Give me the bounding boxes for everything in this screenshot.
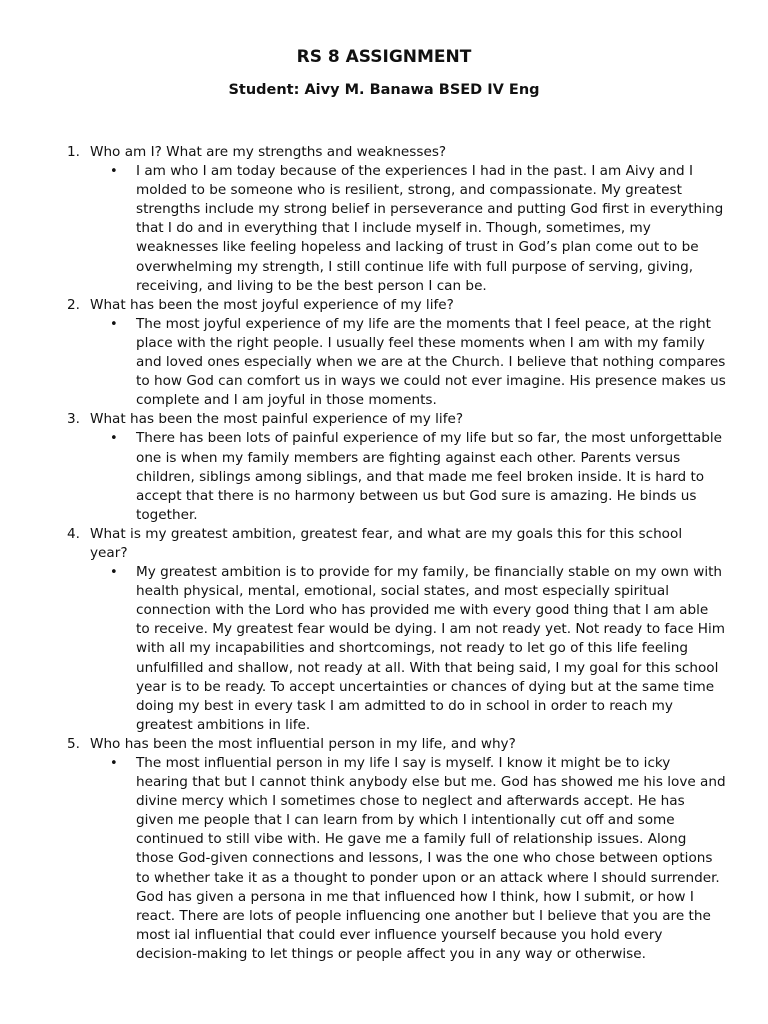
bullet-icon: • xyxy=(110,431,118,447)
answer-bullet xyxy=(0,429,768,524)
document-title: RS 8 ASSIGNMENT xyxy=(296,47,472,67)
answer-bullet xyxy=(0,315,768,410)
question-number: 5. xyxy=(67,735,80,752)
answer-bullet xyxy=(0,754,768,964)
question-number: 1. xyxy=(67,144,80,160)
answer-bullet xyxy=(0,563,768,735)
question-number: 2. xyxy=(67,296,80,313)
list-item xyxy=(0,296,768,411)
answer-text: There has been lots of painful experience of my life but so far, the most unforgettable one is when my family members are fighting against each other. Parents versus children, siblings among siblings, and that made me feel broken inside. It is hard to accept that there is no harmony between us but God sure is amazing. He binds us together. xyxy=(136,430,723,523)
student-line: Student: Aivy M. Banawa BSED IV Eng xyxy=(228,82,540,98)
question-list xyxy=(0,143,768,964)
bullet-icon: • xyxy=(110,316,118,332)
question-text: Who am I? What are my strengths and weaknesses? xyxy=(90,144,447,160)
answer-text: My greatest ambition is to provide for my family, be financially stable on my own with health physical, mental, emotional, social states, and most especially spiritual connection with the Lord who has provided me with every good thing that I am able to receive. My greatest fear would be dying. I am not ready yet. Not ready to face Him with all my incapabilities and shortcomings, not ready to let go of this life feeling unfulfilled and shallow, not ready at all. With that being said, I my goal for this school year is to be ready. To accept uncertainties or chances of dying but at the same time doing my best in every task I am admitted to do in school in order to reach my greatest ambitions in life. xyxy=(136,564,725,733)
answer-bullet xyxy=(0,162,768,296)
question-number: 3. xyxy=(67,411,80,428)
list-item xyxy=(0,525,768,735)
list-item xyxy=(0,735,768,964)
answer-text: The most joyful experience of my life are the moments that I feel peace, at the right place with the right people. I usually feel these moments when I am with my family and loved ones especially when we are at the Church. I believe that nothing compares to how God can comfort us in ways we could not ever imagine. His presence makes us complete and I am joyful in those moments. xyxy=(136,315,726,409)
question-text: What has been the most joyful experience of my life? xyxy=(90,296,454,313)
bullet-icon: • xyxy=(110,565,118,581)
bullet-icon: • xyxy=(110,756,118,771)
question-text: Who has been the most influential person in my life, and why? xyxy=(90,735,516,752)
bullet-icon: • xyxy=(110,164,118,180)
question-number: 4. xyxy=(67,525,80,542)
answer-text: The most influential person in my life I say is myself. I know it might be to icky hearing that but I cannot think anybody else but me. God has showed me his love and divine mercy which I sometimes chose to neglect and afterwards accept. He has given me people that I can learn from by which I intentionally cut off and some continued to still vibe with. He gave me a family full of relationship issues. Along those God-given connections and lessons, I was the one who chose between options to whether take it as a thought to ponder upon or an attack where I should surrender. God has given a persona in me that influenced how I think, how I submit, or how I react. There are lots of people influencing one another but I believe that you are the most ial influential that could ever influence yourself because you hold every decision-making to let things or people affect you in any way or otherwise. xyxy=(136,755,726,962)
answer-text: I am who I am today because of the experiences I had in the past. I am Aivy and I molded to be someone who is resilient, strong, and compassionate. My greatest strengths include my strong belief in perseverance and putting God first in everything that I do and in everything that I include myself in. Though, sometimes, my weaknesses like feeling hopeless and lacking of trust in God’s plan come out to be overwhelming my strength, I still continue life with full purpose of serving, giving, receiving, and living to be the best person I can be. xyxy=(136,163,724,294)
question-text: What has been the most painful experience of my life? xyxy=(90,411,464,428)
list-item xyxy=(0,143,768,296)
list-item xyxy=(0,410,768,525)
question-text: What is my greatest ambition, greatest fear, and what are my goals this for this school year? xyxy=(90,525,683,561)
